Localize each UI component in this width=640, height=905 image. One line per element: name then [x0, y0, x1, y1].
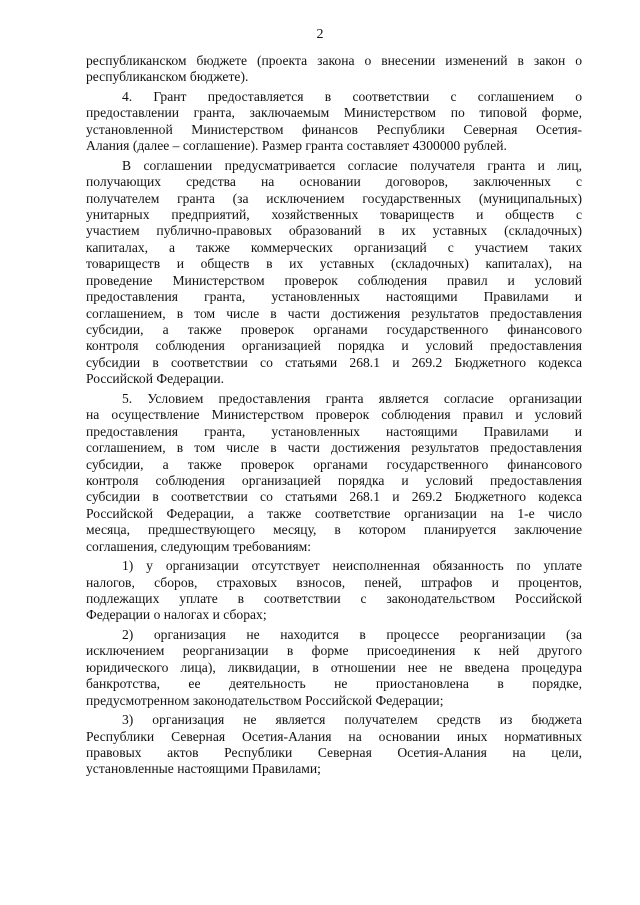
text-line: налогов, сборов, страховых взносов, пеней, штрафов и процентов, — [86, 574, 582, 590]
text-line: получателем гранта (за исключением государственных (муниципальных) — [86, 190, 582, 206]
text-line: предусмотренном законодательством Российской Федерации; — [86, 692, 444, 708]
text-line: 3) организация не является получателем средств из бюджета — [122, 712, 582, 728]
text-line: соглашения, следующим требованиям: — [86, 538, 312, 554]
text-line: на осуществление Министерством проверок соблюдения правил и условий — [86, 407, 582, 423]
text-line: субсидии в соответствии со статьями 268.1 и 269.2 Бюджетного кодекса — [86, 489, 582, 505]
text-line: субсидии, а также проверок органами государственного финансового — [86, 456, 582, 472]
text-line: предоставления гранта, установленных настоящими Правилами и — [86, 423, 582, 439]
requirement-item-1 — [86, 558, 582, 624]
text-line: Федерации о налогах и сборах; — [86, 607, 267, 623]
document-body — [86, 53, 582, 778]
text-line: республиканском бюджете (проекта закона о внесении изменений в закон о — [86, 53, 582, 68]
text-line: капиталах, а также коммерческих организаций с участием таких — [86, 239, 582, 255]
paragraph-item-5 — [86, 391, 582, 555]
requirement-item-2 — [86, 627, 582, 709]
text-line: республиканском бюджете). — [86, 69, 249, 85]
text-line: Российской Федерации, а также соответствие организации на 1-е число — [86, 505, 582, 521]
text-line: установленной Министерством финансов Республики Северная Осетия- — [86, 121, 582, 137]
text-line: товариществ и обществ в их уставных (складочных) капиталах), на — [86, 256, 582, 272]
text-line: проведение Министерством проверок соблюдения правил и условий — [86, 272, 582, 288]
text-line: Российской Федерации. — [86, 371, 224, 387]
text-line: предоставления гранта, установленных настоящими Правилами и — [86, 289, 582, 305]
text-line: исключением реорганизации в форме присоединения к ней другого — [86, 643, 582, 659]
text-line: соглашением, в том числе в части достижения результатов предоставления — [86, 440, 582, 456]
text-line: контроля соблюдения организацией порядка и условий предоставления — [86, 472, 582, 488]
text-line: юридического лица), ликвидации, в отношении нее не введена процедура — [86, 659, 582, 675]
text-line: субсидии, а также проверок органами государственного финансового — [86, 322, 582, 337]
text-line: контроля соблюдения организацией порядка и условий предоставления — [86, 338, 582, 354]
text-line: 5. Условием предоставления гранта является согласие организации — [122, 390, 582, 406]
text-line: 2) организация не находится в процессе реорганизации (за — [122, 626, 582, 642]
text-line: установленные настоящими Правилами; — [86, 761, 321, 777]
text-line: подлежащих уплате в соответствии с законодательством Российской — [86, 591, 582, 606]
text-line: банкротства, ее деятельность не приостановлена в порядке, — [86, 676, 582, 692]
text-line: субсидии в соответствии со статьями 268.1 и 269.2 Бюджетного кодекса — [86, 354, 582, 370]
text-line: В соглашении предусматривается согласие получателя гранта и лиц, — [122, 157, 582, 173]
text-line: унитарных предприятий, хозяйственных товариществ и обществ с — [86, 206, 582, 222]
text-line: Алания (далее – соглашение). Размер гранта составляет 4300000 рублей. — [86, 138, 507, 154]
text-line: Республики Северная Осетия-Алания на основании иных нормативных — [86, 728, 582, 744]
text-line: получающих средства на основании договоров, заключенных с — [86, 174, 582, 190]
text-line: предоставлении гранта, заключаемым Министерством по типовой форме, — [86, 105, 582, 121]
paragraph-item-4 — [86, 89, 582, 155]
text-line: 1) у организации отсутствует неисполненная обязанность по уплате — [122, 558, 582, 574]
text-line: соглашением, в том числе в части достижения результатов предоставления — [86, 305, 582, 321]
paragraph-agreement-consent — [86, 158, 582, 388]
text-line: месяца, предшествующего месяцу, в котором планируется заключение — [86, 522, 582, 538]
page-number: 2 — [316, 27, 324, 42]
requirement-item-3 — [86, 712, 582, 778]
text-line: правовых актов Республики Северная Осетия-Алания на цели, — [86, 744, 582, 760]
paragraph-budget-continuation — [86, 53, 582, 86]
text-line: участием публично-правовых образований в их уставных (складочных) — [86, 223, 582, 239]
text-line: 4. Грант предоставляется в соответствии с соглашением о — [122, 88, 582, 104]
